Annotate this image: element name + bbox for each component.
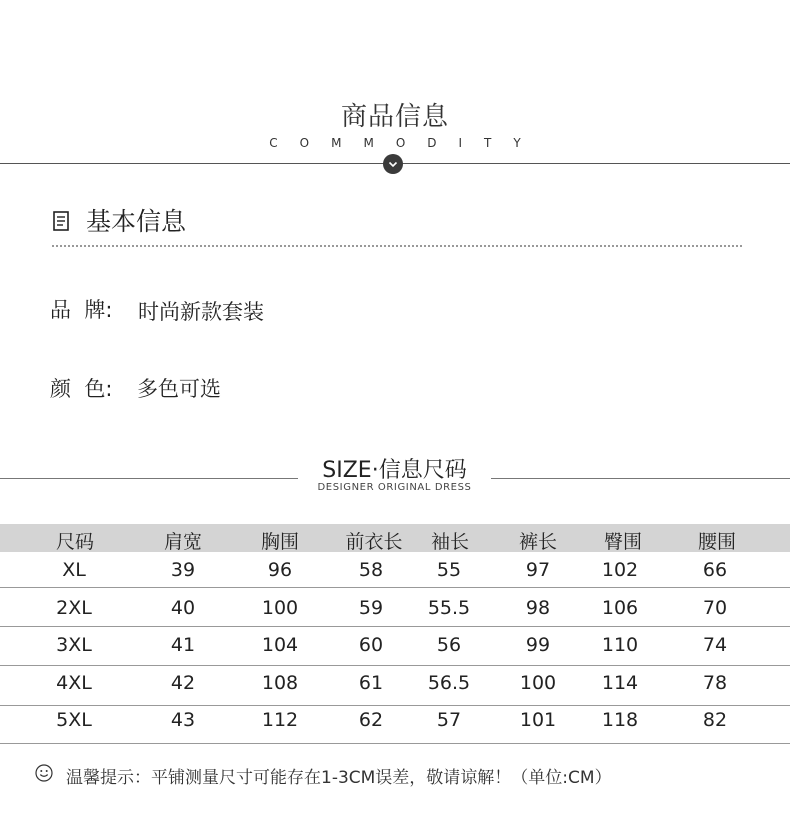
cell-size: XL: [62, 559, 86, 581]
header-cell-waist: 腰围: [697, 531, 737, 553]
header-cell-pants-length: 裤长: [518, 531, 558, 553]
size-divider-left: [0, 478, 298, 479]
color-value: 多色可选: [137, 377, 221, 401]
cell-sleeve: 57: [436, 709, 462, 731]
measurement-tip: 温馨提示：平铺测量尺寸可能存在1-3CM误差，敬请谅解！（单位:CM）: [66, 768, 612, 788]
cell-waist: 70: [702, 597, 728, 619]
cell-hip: 102: [601, 559, 639, 581]
cell-pants-length: 100: [519, 672, 557, 694]
cell-chest: 108: [261, 672, 299, 694]
header-cell-sleeve: 袖长: [430, 531, 470, 553]
cell-chest: 112: [261, 709, 299, 731]
page-subtitle: COMMODITY: [269, 136, 543, 150]
brand-label: 品 牌:: [50, 298, 113, 322]
cell-shoulder: 41: [170, 634, 196, 656]
cell-size: 4XL: [56, 672, 92, 694]
cell-pants-length: 99: [525, 634, 551, 656]
cell-pants-length: 101: [519, 709, 557, 731]
cell-size: 3XL: [56, 634, 92, 656]
brand-value: 时尚新款套装: [138, 300, 264, 324]
cell-waist: 74: [702, 634, 728, 656]
table-row: [0, 709, 790, 737]
table-row: [0, 597, 790, 625]
chevron-down-icon: [383, 154, 403, 174]
cell-shoulder: 42: [170, 672, 196, 694]
cell-waist: 82: [702, 709, 728, 731]
section-title-basic-info: 基本信息: [86, 207, 187, 236]
page-title: 商品信息: [340, 102, 449, 132]
cell-front-length: 61: [358, 672, 384, 694]
cell-chest: 100: [261, 597, 299, 619]
cell-hip: 118: [601, 709, 639, 731]
cell-size: 5XL: [56, 709, 92, 731]
cell-waist: 78: [702, 672, 728, 694]
document-list-icon: [53, 211, 69, 231]
cell-shoulder: 40: [170, 597, 196, 619]
size-table-header: [0, 524, 790, 552]
table-row: [0, 672, 790, 700]
cell-waist: 66: [702, 559, 728, 581]
cell-front-length: 58: [358, 559, 384, 581]
header-cell-front-length: 前衣长: [345, 531, 403, 553]
cell-pants-length: 97: [525, 559, 551, 581]
cell-hip: 106: [601, 597, 639, 619]
header-cell-size: 尺码: [55, 531, 95, 553]
cell-shoulder: 43: [170, 709, 196, 731]
cell-chest: 96: [267, 559, 293, 581]
row-divider: [0, 705, 790, 706]
size-divider-right: [491, 478, 790, 479]
cell-shoulder: 39: [170, 559, 196, 581]
cell-size: 2XL: [56, 597, 92, 619]
cell-sleeve: 55.5: [427, 597, 471, 619]
size-section-subtitle: DESIGNER ORIGINAL DRESS: [317, 482, 472, 493]
cell-pants-length: 98: [525, 597, 551, 619]
color-label: 颜 色:: [50, 377, 113, 401]
header-cell-hip: 臀围: [603, 531, 643, 553]
table-row: [0, 559, 790, 587]
table-row: [0, 634, 790, 662]
row-divider: [0, 665, 790, 666]
cell-sleeve: 56: [436, 634, 462, 656]
size-section-title: SIZE·信息尺码: [322, 458, 467, 483]
cell-front-length: 62: [358, 709, 384, 731]
smiley-icon: [35, 764, 53, 782]
cell-hip: 110: [601, 634, 639, 656]
cell-hip: 114: [601, 672, 639, 694]
cell-sleeve: 56.5: [427, 672, 471, 694]
header-cell-shoulder: 肩宽: [163, 531, 203, 553]
header-cell-chest: 胸围: [260, 531, 300, 553]
row-divider: [0, 626, 790, 627]
row-divider: [0, 587, 790, 588]
cell-sleeve: 55: [436, 559, 462, 581]
cell-chest: 104: [261, 634, 299, 656]
dotted-divider: [52, 245, 742, 247]
row-divider: [0, 743, 790, 744]
cell-front-length: 59: [358, 597, 384, 619]
cell-front-length: 60: [358, 634, 384, 656]
